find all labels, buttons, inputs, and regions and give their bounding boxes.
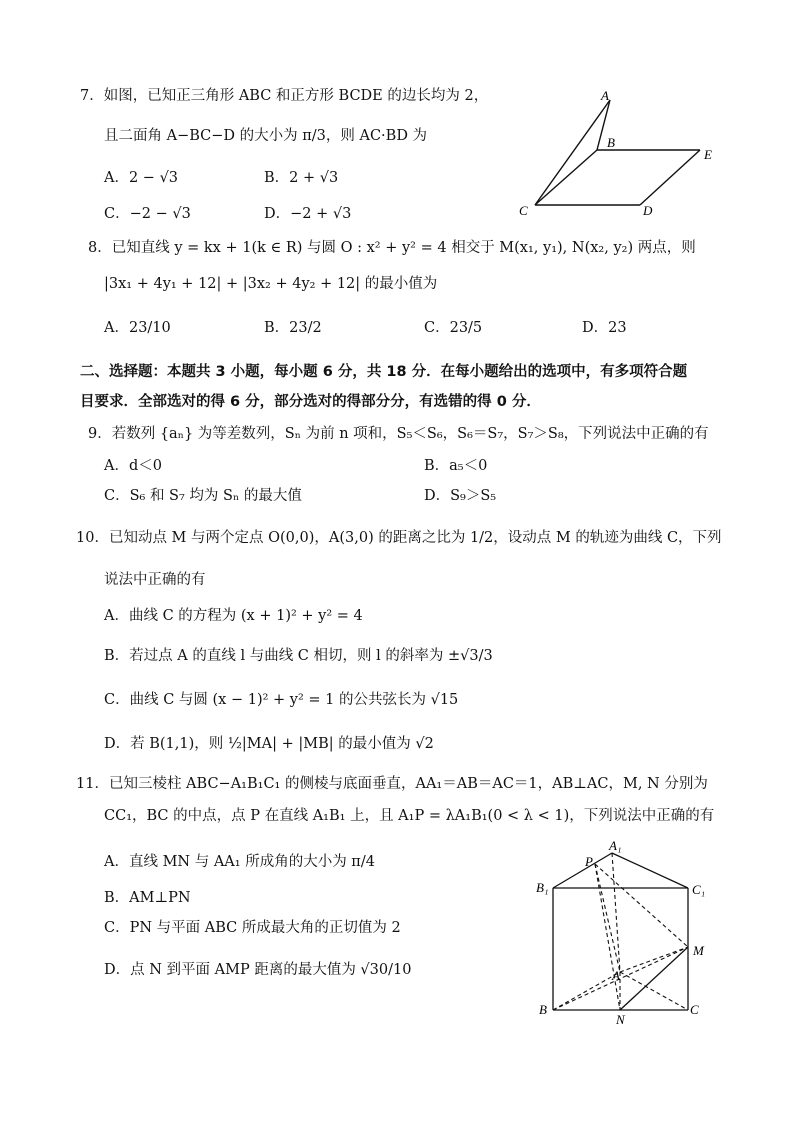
q11-option-b: B．AM⊥PN (104, 890, 191, 906)
q7-label-e: E (704, 147, 712, 162)
q9-option-b: B．a₅＜0 (424, 458, 488, 474)
q8-line1: 8．已知直线 y = kx + 1(k ∈ R) 与圆 O : x² + y² = 4 相交于 M(x₁, y₁), N(x₂, y₂) 两点，则 (88, 240, 696, 256)
q8-option-c: C．23/5 (424, 320, 483, 336)
q10-line2: 说法中正确的有 (104, 572, 206, 588)
q11-label-c1: C₁ (692, 882, 706, 897)
q8-option-b: B．23/2 (264, 320, 322, 336)
q9-option-d: D．S₉＞S₅ (424, 488, 497, 504)
q11-edge-am (620, 947, 688, 972)
q8-option-d: D．23 (582, 320, 627, 336)
q8-line2: |3x₁ + 4y₁ + 12| + |3x₂ + 4y₂ + 12| 的最小值为 (104, 276, 438, 292)
q8-option-a: A．23/10 (104, 320, 171, 336)
q9-option-c: C．S₆ 和 S₇ 均为 Sₙ 的最大值 (104, 488, 302, 504)
q11-option-c: C．PN 与平面 ABC 所成最大角的正切值为 2 (104, 920, 401, 936)
section2-line2: 目要求．全部选对的得 6 分，部分选对的得部分分，有选错的得 0 分． (80, 394, 541, 410)
q10-option-c: C．曲线 C 与圆 (x − 1)² + y² = 1 的公共弦长为 √15 (104, 692, 459, 708)
q10-option-d: D．若 B(1,1)，则 ½|MA| + |MB| 的最小值为 √2 (104, 736, 434, 752)
q7-label-b: B (607, 135, 615, 150)
q7-label-d: D (643, 203, 653, 218)
q7-option-a: A．2 − √3 (104, 170, 179, 186)
q11-label-b1: B₁ (536, 880, 549, 895)
q7-option-b: B．2 + √3 (264, 170, 339, 186)
q10-option-a: A．曲线 C 的方程为 (x + 1)² + y² = 4 (104, 608, 363, 624)
q11-edge-a1c1 (612, 853, 688, 888)
q11-edge-ab (553, 972, 620, 1010)
q7-line2: 且二面角 A−BC−D 的大小为 π/3，则 AC·BD 为 (104, 128, 428, 144)
q10-line1: 10．已知动点 M 与两个定点 O(0,0)，A(3,0) 的距离之比为 1/2，设动点 M 的轨迹为曲线 C，下列 (76, 530, 722, 546)
q11-label-p: P (585, 854, 593, 869)
q11-label-a1: A₁ (609, 838, 622, 853)
q7-line1: 7．如图，已知正三角形 ABC 和正方形 BCDE 的边长均为 2， (80, 88, 489, 104)
q7-label-a: A (601, 88, 609, 103)
q11-label-m: M (693, 943, 704, 958)
q11-edge-b1a1 (553, 853, 612, 888)
q9-option-a: A．d＜0 (104, 458, 162, 474)
q9-line1: 9．若数列 {aₙ} 为等差数列，Sₙ 为前 n 项和，S₅＜S₆，S₆＝S₇，S₇＞S₈，下列说法中正确的有 (88, 426, 709, 442)
q11-edge-pm (595, 864, 688, 947)
section2-line1: 二、选择题：本题共 3 小题，每小题 6 分，共 18 分．在每小题给出的选项中，有多项符合题 (80, 364, 688, 380)
q11-label-c: C (690, 1002, 699, 1017)
q11-edge-mn (620, 947, 688, 1010)
q7-label-c: C (519, 203, 528, 218)
q11-label-b: B (539, 1002, 547, 1017)
q7-option-c: C．−2 − √3 (104, 206, 191, 222)
q11-label-a: A (612, 968, 620, 983)
q11-label-n: N (616, 1012, 625, 1027)
q11-line1: 11．已知三棱柱 ABC−A₁B₁C₁ 的侧棱与底面垂直，AA₁＝AB＝AC＝1，AB⊥AC，M, N 分别为 (76, 776, 708, 792)
q11-line2: CC₁，BC 的中点，点 P 在直线 A₁B₁ 上，且 A₁P = λA₁B₁(0 < λ < 1)，下列说法中正确的有 (104, 808, 715, 824)
q11-option-d: D．点 N 到平面 AMP 距离的最大值为 √30/10 (104, 962, 412, 978)
q11-option-a: A．直线 MN 与 AA₁ 所成角的大小为 π/4 (104, 854, 375, 870)
q10-option-b: B．若过点 A 的直线 l 与曲线 C 相切，则 l 的斜率为 ±√3/3 (104, 648, 493, 664)
q7-option-d: D．−2 + √3 (264, 206, 352, 222)
